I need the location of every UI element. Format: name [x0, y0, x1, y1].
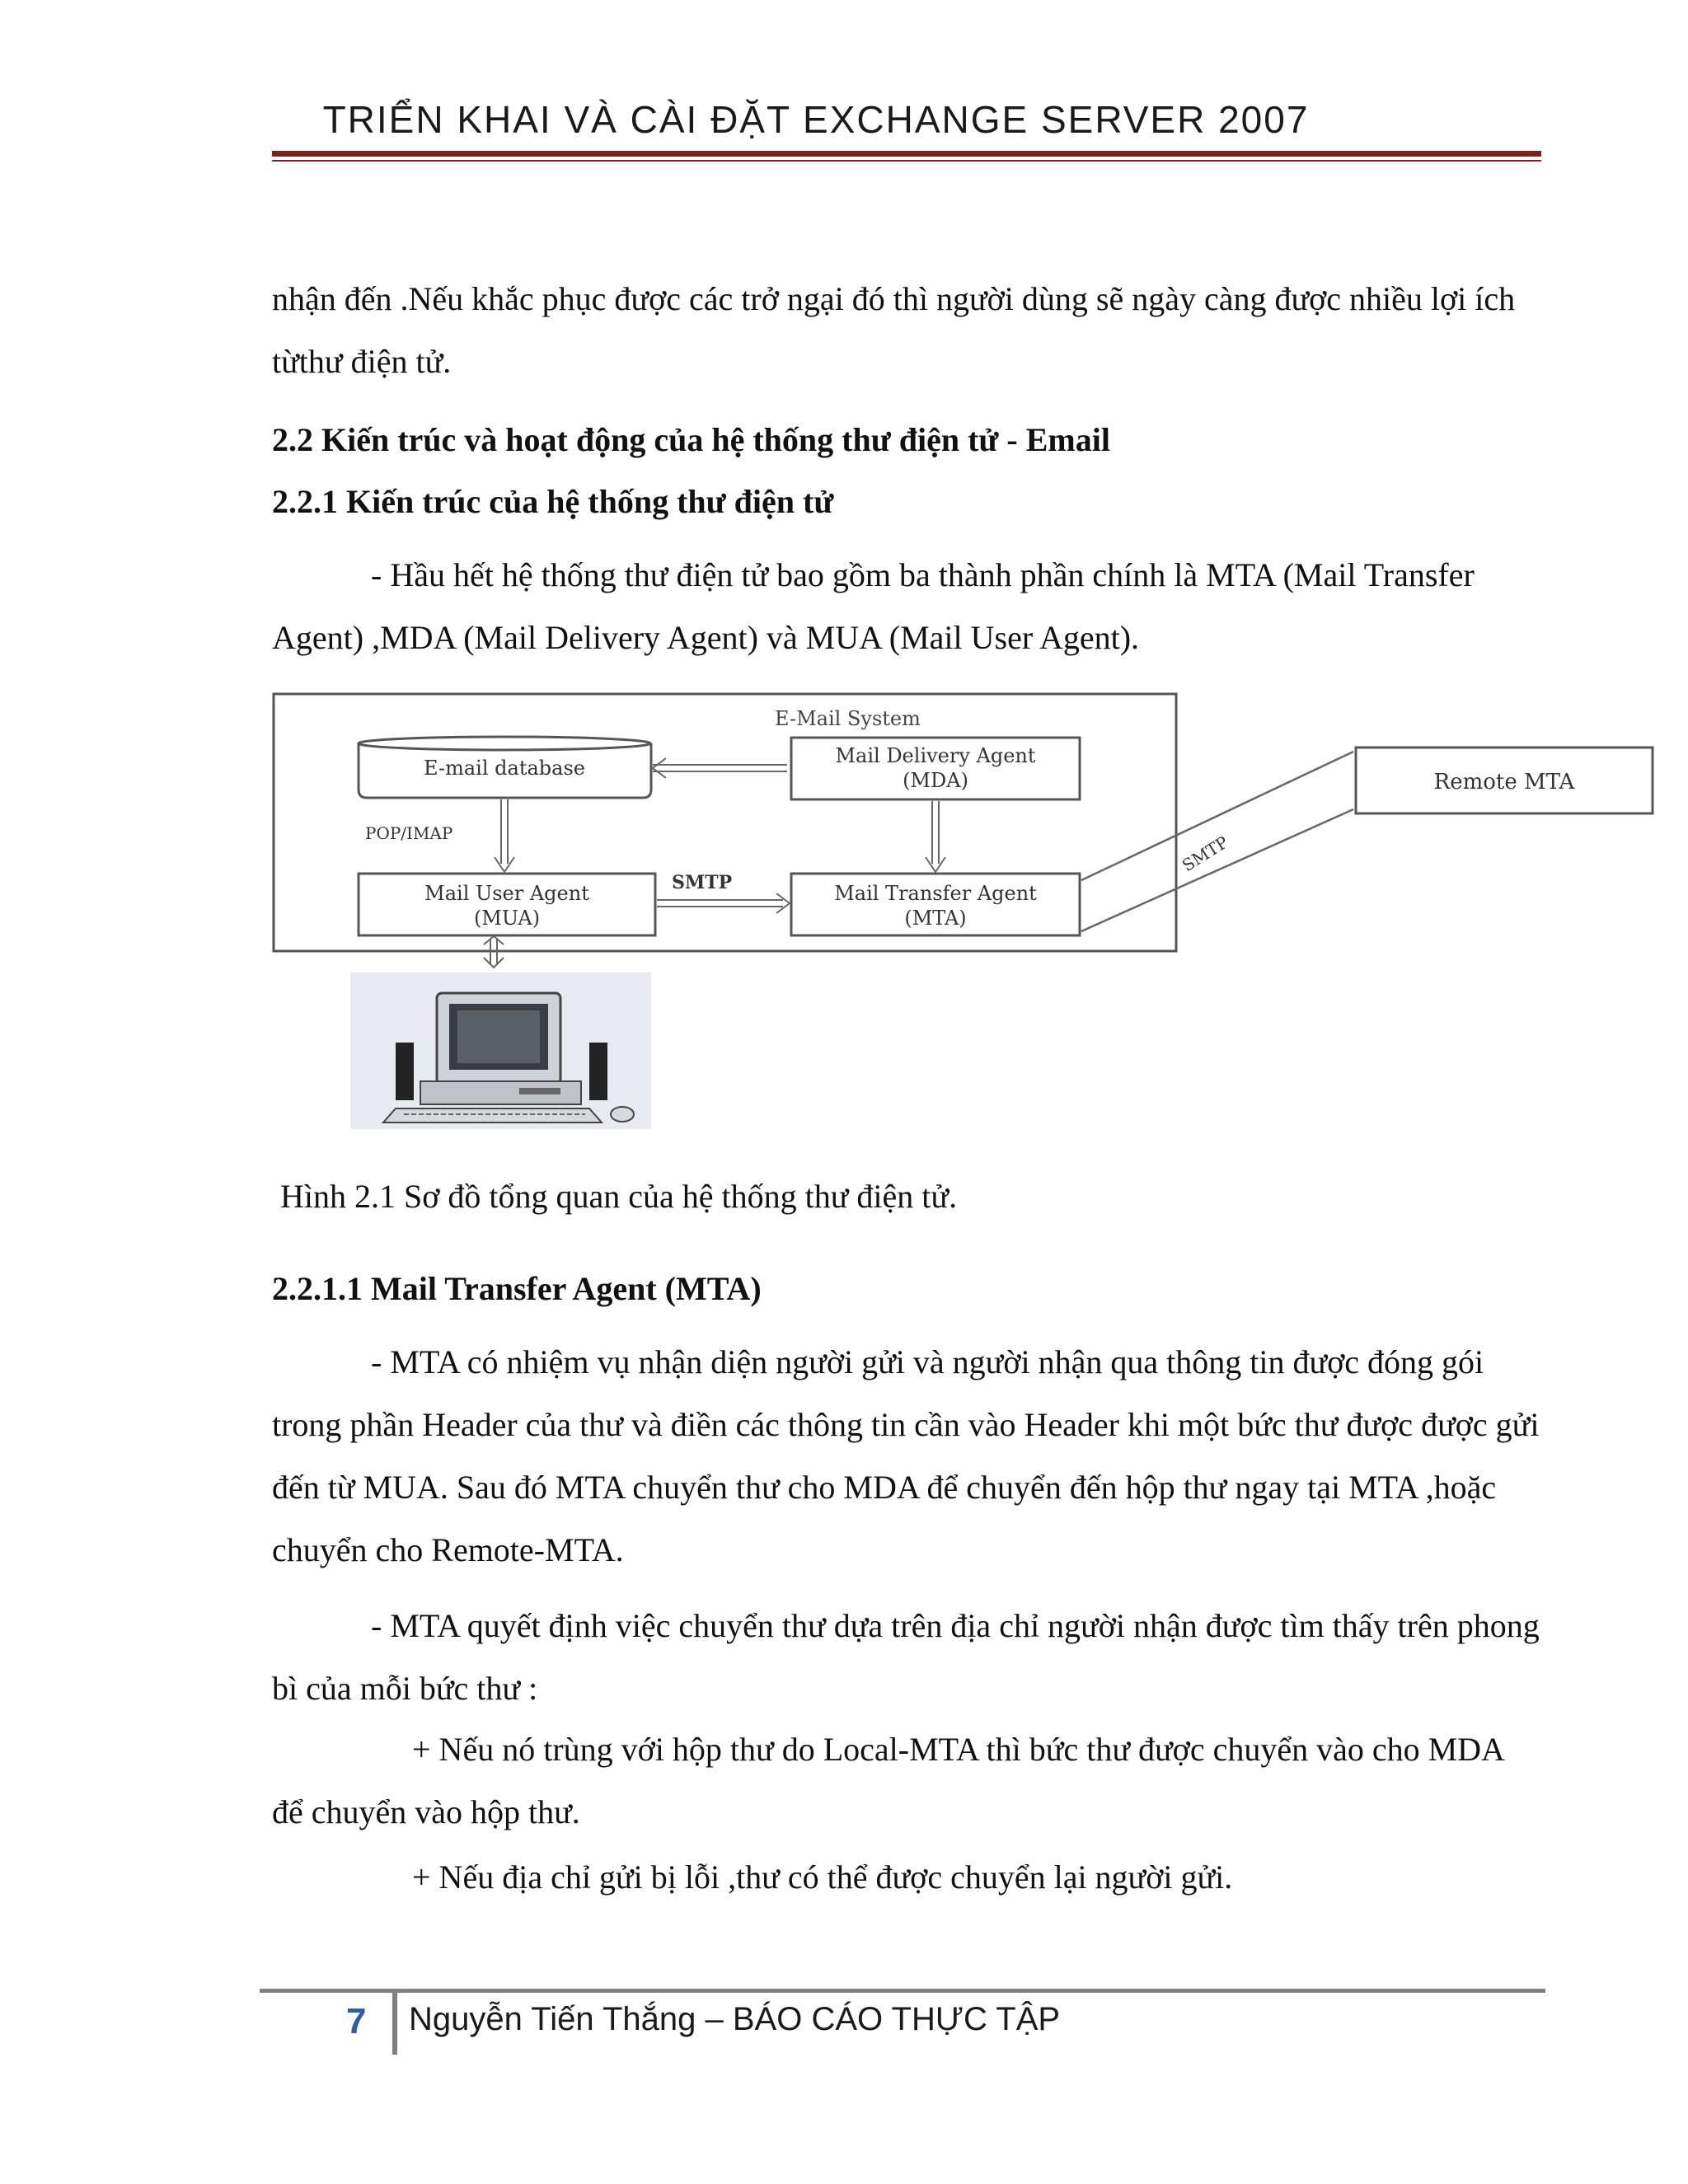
- mta-label-line1: Mail Transfer Agent: [834, 882, 1037, 905]
- footer-rule: [260, 1989, 1545, 1993]
- paragraph-local-mta: + Nếu nó trùng với hộp thư do Local-MTA thì bức thư được chuyển vào cho MDA để chuyển vào hộp thư.: [272, 1731, 1503, 1830]
- mua-label-line1: Mail User Agent: [424, 882, 589, 905]
- email-database-label: E-mail database: [424, 757, 585, 780]
- footer-text: Nguyễn Tiến Thắng – BÁO CÁO THỰC TẬP: [409, 2001, 1061, 2037]
- computer-icon: [350, 972, 651, 1129]
- pop-imap-label: POP/IMAP: [365, 823, 453, 843]
- paragraph-intro: nhận đến .Nếu khắc phục được các trở ngại đó thì người dùng sẽ ngày càng được nhiều lợi ích từthư điện tử.: [272, 280, 1516, 380]
- database-mda-arrow: [653, 758, 787, 778]
- smtp-internal-label: SMTP: [672, 872, 733, 893]
- heading-2-2-1: 2.2.1 Kiến trúc của hệ thống thư điện tử: [272, 483, 834, 520]
- paragraph-mta-decision: - MTA quyết định việc chuyển thư dựa trên địa chỉ người nhận được tìm thấy trên phong bì của mỗi bức thư :: [272, 1607, 1540, 1707]
- email-system-frame: [274, 694, 1176, 951]
- header-rule: [272, 151, 1541, 157]
- email-system-label: E-Mail System: [775, 707, 921, 730]
- header-rule-thin: [272, 160, 1541, 162]
- mta-label-line2: (MTA): [904, 907, 967, 930]
- figure-caption: Hình 2.1 Sơ đồ tổng quan của hệ thống thư điện tử.: [280, 1178, 958, 1215]
- heading-2-2-1-1: 2.2.1.1 Mail Transfer Agent (MTA): [272, 1270, 762, 1307]
- smtp-internal-arrow: [657, 893, 790, 913]
- paragraph-address-error: + Nếu địa chỉ gửi bị lỗi ,thư có thể được chuyển lại người gửi.: [412, 1858, 1233, 1896]
- mda-label-line2: (MDA): [903, 769, 968, 792]
- paragraph-mta-role: - MTA có nhiệm vụ nhận diện người gửi và người nhận qua thông tin được đóng gói trong phần Header của thư và điền các thông tin cần vào Header khi một bức thư được được gửi đến từ MUA. Sau đó MTA chuyển thư cho MDA để chuyển đến hộp thư ngay tại MTA ,hoặc chuyển cho Remote-MTA.: [272, 1343, 1540, 1568]
- page-number: 7: [346, 2001, 367, 2041]
- heading-2-2: 2.2 Kiến trúc và hoạt động của hệ thống thư điện tử - Email: [272, 421, 1110, 458]
- email-system-diagram: [272, 692, 1673, 1137]
- page-header-title: TRIỂN KHAI VÀ CÀI ĐẶT EXCHANGE SERVER 2007: [322, 98, 1310, 141]
- mda-label-line1: Mail Delivery Agent: [835, 744, 1036, 767]
- smtp-external-label: SMTP: [1178, 832, 1232, 876]
- pop-imap-arrow: [495, 799, 514, 872]
- footer-separator: [392, 1993, 397, 2055]
- mda-mta-arrow: [926, 801, 945, 872]
- email-database-node: [359, 737, 651, 798]
- remote-mta-label: Remote MTA: [1433, 770, 1575, 794]
- mua-label-line2: (MUA): [473, 907, 541, 930]
- paragraph-components: - Hầu hết hệ thống thư điện tử bao gồm ba thành phần chính là MTA (Mail Transfer Agent) ,MDA (Mail Delivery Agent) và MUA (Mail User Agent).: [272, 556, 1475, 656]
